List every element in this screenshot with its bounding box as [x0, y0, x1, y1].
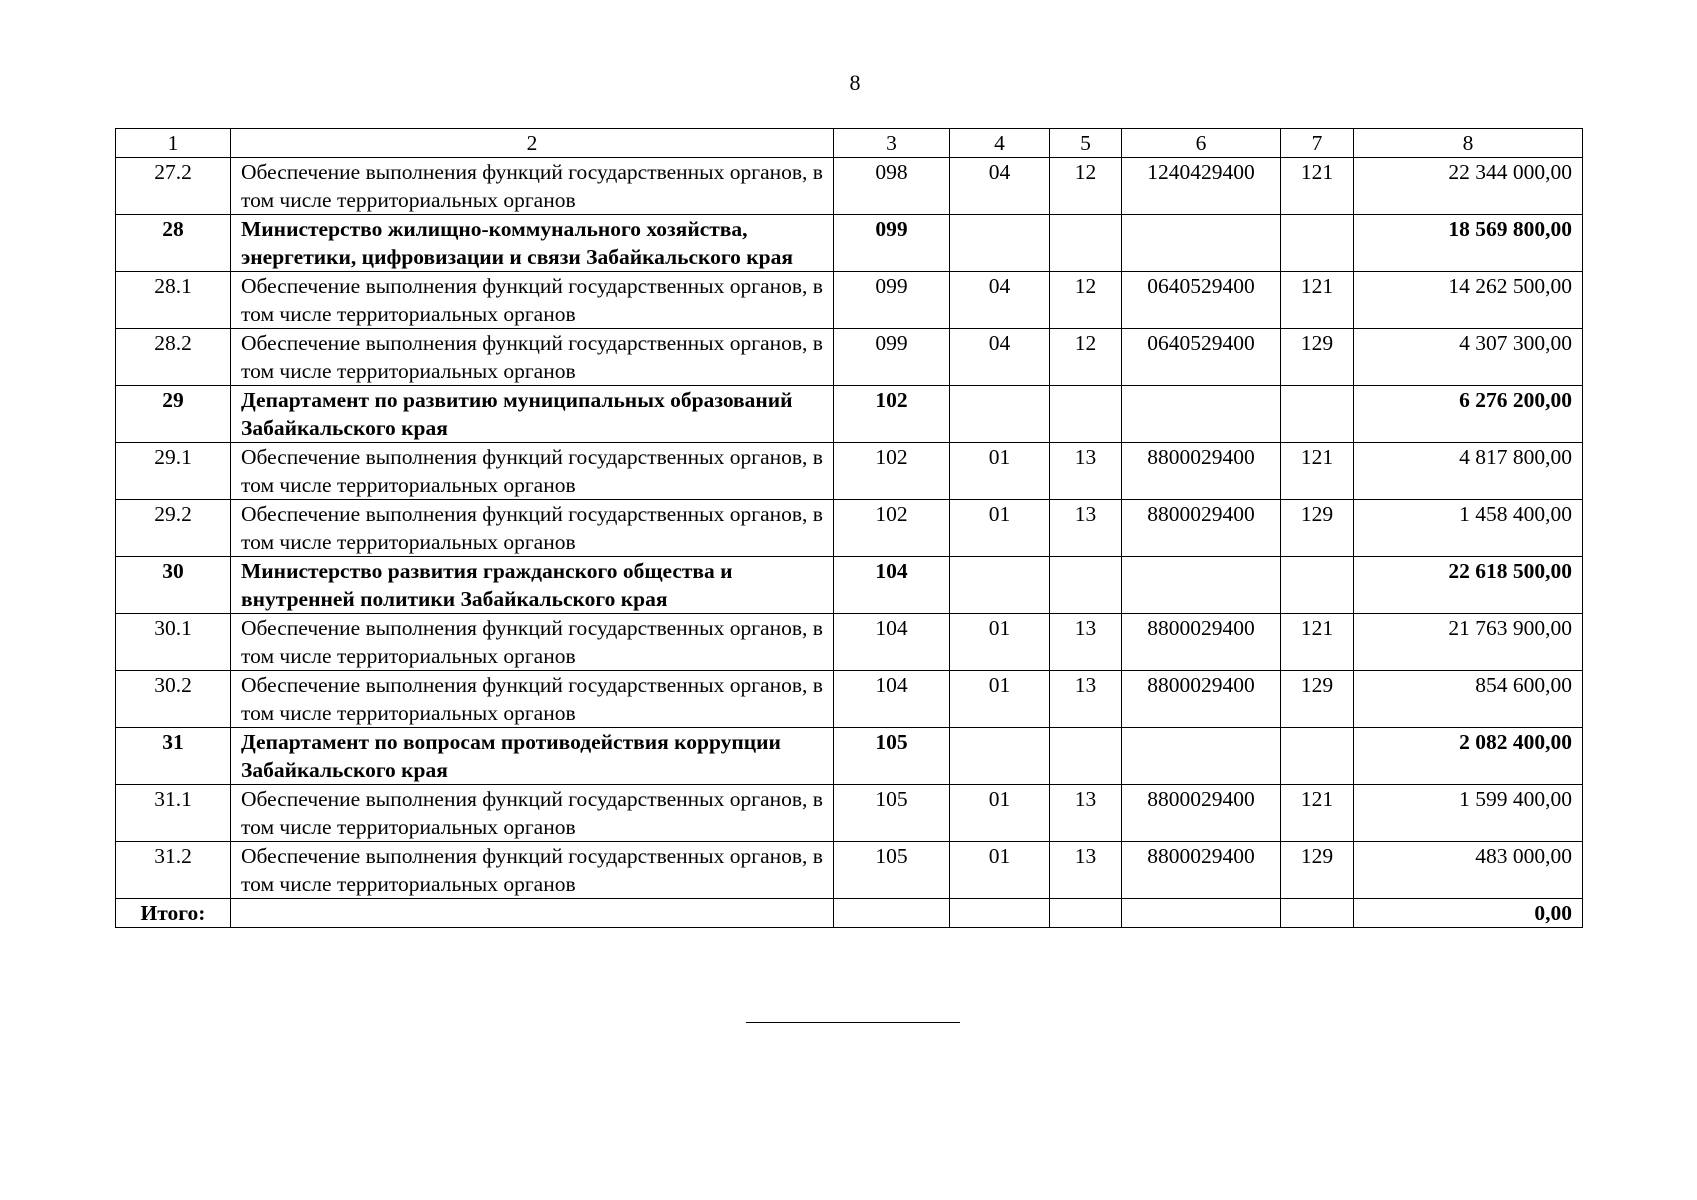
col3-code: 105 [834, 785, 950, 842]
end-rule [746, 1022, 960, 1023]
col6-code: 8800029400 [1122, 785, 1281, 842]
col3-code: 104 [834, 614, 950, 671]
col7-code: 121 [1281, 272, 1354, 329]
row-number: 31 [116, 728, 231, 785]
col5-code: 13 [1050, 443, 1122, 500]
row-number: 29.2 [116, 500, 231, 557]
col6-code [1122, 728, 1281, 785]
col7-code: 129 [1281, 329, 1354, 386]
col5-code: 13 [1050, 614, 1122, 671]
header-cell: 5 [1050, 129, 1122, 158]
col5-code: 12 [1050, 329, 1122, 386]
table-row [116, 728, 1583, 785]
total-amount: 0,00 [1354, 899, 1583, 928]
header-cell: 4 [950, 129, 1050, 158]
col6-code: 1240429400 [1122, 158, 1281, 215]
col5-code: 13 [1050, 785, 1122, 842]
row-name: Обеспечение выполнения функций государственных органов, в том числе территориальных органов [231, 500, 834, 557]
col7-code [1281, 215, 1354, 272]
table-row [116, 272, 1583, 329]
col3-code: 105 [834, 728, 950, 785]
row-name: Обеспечение выполнения функций государственных органов, в том числе территориальных органов [231, 329, 834, 386]
header-cell: 8 [1354, 129, 1583, 158]
row-amount: 6 276 200,00 [1354, 386, 1583, 443]
col4-code: 01 [950, 500, 1050, 557]
col6-code [1122, 386, 1281, 443]
row-number: 28 [116, 215, 231, 272]
col5-code [1050, 728, 1122, 785]
col4-code: 01 [950, 671, 1050, 728]
col4-code [950, 728, 1050, 785]
col5-code [1050, 215, 1122, 272]
table-row [116, 614, 1583, 671]
total-label: Итого: [116, 899, 231, 928]
row-number: 31.2 [116, 842, 231, 899]
row-amount: 4 817 800,00 [1354, 443, 1583, 500]
row-number: 28.1 [116, 272, 231, 329]
col4-code: 01 [950, 443, 1050, 500]
row-number: 30.1 [116, 614, 231, 671]
row-amount: 21 763 900,00 [1354, 614, 1583, 671]
row-name: Департамент по вопросам противодействия коррупции Забайкальского края [231, 728, 834, 785]
table-row [116, 443, 1583, 500]
row-number: 27.2 [116, 158, 231, 215]
col6-code [1122, 215, 1281, 272]
page-number: 8 [849, 70, 861, 95]
row-name: Обеспечение выполнения функций государственных органов, в том числе территориальных органов [231, 158, 834, 215]
total-empty [1122, 899, 1281, 928]
row-amount: 4 307 300,00 [1354, 329, 1583, 386]
col5-code [1050, 557, 1122, 614]
row-name: Обеспечение выполнения функций государственных органов, в том числе территориальных органов [231, 842, 834, 899]
col5-code: 12 [1050, 272, 1122, 329]
col3-code: 104 [834, 557, 950, 614]
row-number: 30.2 [116, 671, 231, 728]
total-empty [950, 899, 1050, 928]
col5-code: 12 [1050, 158, 1122, 215]
col4-code: 04 [950, 329, 1050, 386]
col4-code: 04 [950, 158, 1050, 215]
col7-code: 129 [1281, 842, 1354, 899]
col4-code [950, 386, 1050, 443]
row-name: Обеспечение выполнения функций государственных органов, в том числе территориальных органов [231, 443, 834, 500]
row-name: Министерство развития гражданского общества и внутренней политики Забайкальского края [231, 557, 834, 614]
total-empty [231, 899, 834, 928]
col7-code: 121 [1281, 158, 1354, 215]
header-cell: 1 [116, 129, 231, 158]
row-amount: 1 458 400,00 [1354, 500, 1583, 557]
col6-code [1122, 557, 1281, 614]
col3-code: 102 [834, 386, 950, 443]
header-cell: 2 [231, 129, 834, 158]
row-amount: 22 618 500,00 [1354, 557, 1583, 614]
row-amount: 2 082 400,00 [1354, 728, 1583, 785]
col7-code: 121 [1281, 614, 1354, 671]
table-row [116, 500, 1583, 557]
col5-code: 13 [1050, 500, 1122, 557]
table-row [116, 785, 1583, 842]
table-row [116, 329, 1583, 386]
header-cell: 6 [1122, 129, 1281, 158]
row-number: 29 [116, 386, 231, 443]
row-name: Департамент по развитию муниципальных образований Забайкальского края [231, 386, 834, 443]
col5-code: 13 [1050, 842, 1122, 899]
row-amount: 483 000,00 [1354, 842, 1583, 899]
col7-code: 121 [1281, 785, 1354, 842]
col3-code: 099 [834, 272, 950, 329]
col6-code: 8800029400 [1122, 614, 1281, 671]
col7-code: 129 [1281, 500, 1354, 557]
col6-code: 8800029400 [1122, 443, 1281, 500]
table-row [116, 158, 1583, 215]
header-cell: 3 [834, 129, 950, 158]
col4-code [950, 557, 1050, 614]
total-empty [834, 899, 950, 928]
col3-code: 099 [834, 215, 950, 272]
col7-code [1281, 728, 1354, 785]
budget-table [115, 128, 1583, 928]
header-cell: 7 [1281, 129, 1354, 158]
row-amount: 14 262 500,00 [1354, 272, 1583, 329]
col6-code: 0640529400 [1122, 329, 1281, 386]
col4-code: 01 [950, 842, 1050, 899]
row-amount: 1 599 400,00 [1354, 785, 1583, 842]
row-number: 28.2 [116, 329, 231, 386]
col3-code: 098 [834, 158, 950, 215]
table-row [116, 557, 1583, 614]
col6-code: 8800029400 [1122, 500, 1281, 557]
row-amount: 22 344 000,00 [1354, 158, 1583, 215]
col4-code: 01 [950, 785, 1050, 842]
row-number: 30 [116, 557, 231, 614]
col7-code [1281, 557, 1354, 614]
total-empty [1281, 899, 1354, 928]
header-row [116, 129, 1583, 158]
col7-code [1281, 386, 1354, 443]
col5-code: 13 [1050, 671, 1122, 728]
col7-code: 121 [1281, 443, 1354, 500]
row-name: Министерство жилищно-коммунального хозяйства, энергетики, цифровизации и связи Забайкальского края [231, 215, 834, 272]
col7-code: 129 [1281, 671, 1354, 728]
col4-code: 04 [950, 272, 1050, 329]
table-row [116, 215, 1583, 272]
total-row [116, 899, 1583, 928]
table-row [116, 386, 1583, 443]
col3-code: 102 [834, 443, 950, 500]
col3-code: 105 [834, 842, 950, 899]
row-number: 29.1 [116, 443, 231, 500]
col6-code: 0640529400 [1122, 272, 1281, 329]
row-amount: 18 569 800,00 [1354, 215, 1583, 272]
row-name: Обеспечение выполнения функций государственных органов, в том числе территориальных органов [231, 671, 834, 728]
total-empty [1050, 899, 1122, 928]
col4-code [950, 215, 1050, 272]
table-row [116, 842, 1583, 899]
row-amount: 854 600,00 [1354, 671, 1583, 728]
row-name: Обеспечение выполнения функций государственных органов, в том числе территориальных органов [231, 614, 834, 671]
col3-code: 104 [834, 671, 950, 728]
col6-code: 8800029400 [1122, 842, 1281, 899]
col5-code [1050, 386, 1122, 443]
table-row [116, 671, 1583, 728]
row-number: 31.1 [116, 785, 231, 842]
col3-code: 099 [834, 329, 950, 386]
row-name: Обеспечение выполнения функций государственных органов, в том числе территориальных органов [231, 785, 834, 842]
col3-code: 102 [834, 500, 950, 557]
col4-code: 01 [950, 614, 1050, 671]
row-name: Обеспечение выполнения функций государственных органов, в том числе территориальных органов [231, 272, 834, 329]
col6-code: 8800029400 [1122, 671, 1281, 728]
